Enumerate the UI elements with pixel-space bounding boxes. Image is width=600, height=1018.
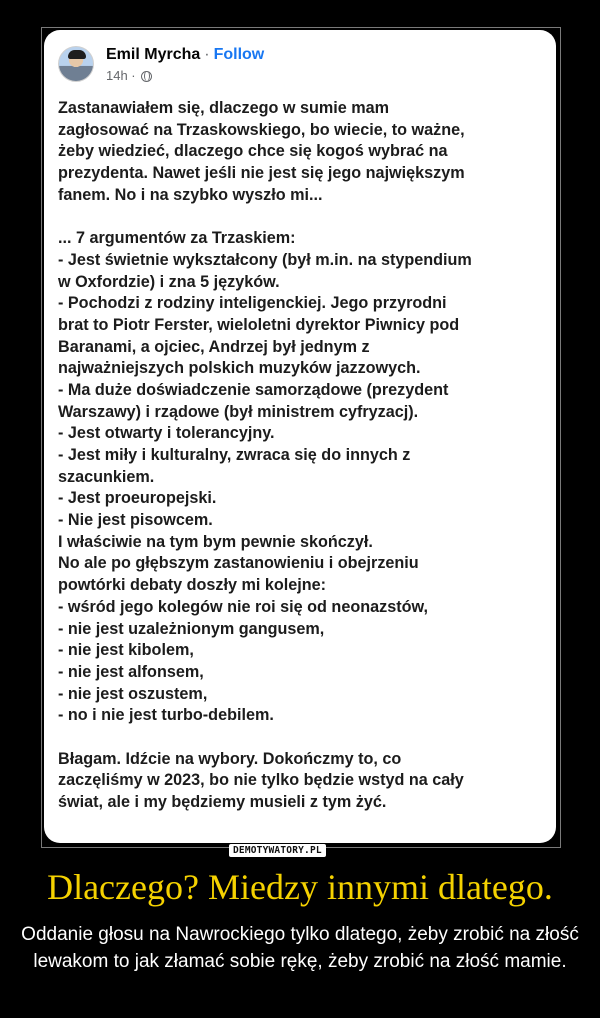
- follow-button[interactable]: Follow: [213, 46, 265, 63]
- post-line: Błagam. Idźcie na wybory. Dokończmy to, co: [58, 749, 402, 768]
- post-time[interactable]: 14h ·: [106, 68, 136, 83]
- post-line: brat to Piotr Ferster, wieloletni dyrektor Piwnicy pod: [58, 315, 460, 334]
- post-line: zaczęliśmy w 2023, bo nie tylko będzie wstyd na cały: [58, 771, 464, 790]
- author-name[interactable]: Emil Myrcha: [106, 46, 201, 63]
- post-line: - Ma duże doświadczenie samorządowe (prezydent: [58, 380, 449, 399]
- post-line: - Jest świetnie wykształcony (był m.in. na stypendium: [58, 250, 472, 269]
- post-line: - nie jest uzależnionym gangusem,: [58, 619, 325, 638]
- post-line: ... 7 argumentów za Trzaskiem:: [58, 229, 296, 248]
- post-line: - Nie jest pisowcem.: [58, 511, 213, 530]
- demotivator-caption: Oddanie głosu na Nawrockiego tylko dlatego, żeby zrobić na złość lewakom to jak złamać sobie rękę, żeby zrobić na złość mamie.: [21, 924, 579, 972]
- post-line: - Jest otwarty i tolerancyjny.: [58, 424, 275, 443]
- post-line: Baranami, a ojciec, Andrzej był jednym z: [58, 337, 370, 356]
- post-line: żeby wiedzieć, dlaczego chce się kogoś wybrać na: [58, 142, 448, 161]
- watermark: DEMOTYWATORY.PL: [229, 844, 326, 857]
- post-blank-line: [58, 727, 548, 749]
- post-line: - wśród jego kolegów nie roi się od neonazstów,: [58, 597, 428, 616]
- post-line: najważniejszych polskich muzyków jazzowych.: [58, 359, 421, 378]
- post-line: świat, ale i my będziemy musieli z tym żyć.: [58, 793, 387, 811]
- post-line: w Oxfordzie) i zna 5 języków.: [58, 272, 280, 291]
- post-line: - Jest proeuropejski.: [58, 489, 217, 508]
- post-line: - no i nie jest turbo-debilem.: [58, 706, 274, 725]
- post-line: zagłosować na Trzaskowskiego, bo wiecie, to ważne,: [58, 120, 465, 139]
- post-line: Warszawy) i rządowe (był ministrem cyfryzacj).: [58, 402, 419, 421]
- post-text: [58, 98, 548, 814]
- post-line: Zastanawiałem się, dlaczego w sumie mam: [58, 99, 390, 117]
- post-line: szacunkiem.: [58, 467, 155, 486]
- post-blank-line: [58, 206, 548, 228]
- globe-icon: [141, 71, 152, 82]
- post-line: prezydenta. Nawet jeśli nie jest się jego największym: [58, 164, 465, 183]
- post-meta: [106, 68, 152, 83]
- post-line: - Pochodzi z rodziny inteligenckiej. Jego przyrodni: [58, 294, 447, 313]
- post-line: - nie jest alfonsem,: [58, 662, 204, 681]
- post-header: [58, 44, 538, 88]
- demotivator-title: Dlaczego? Miedzy innymi dlatego.: [47, 867, 553, 907]
- post-line: fanem. No i na szybko wyszło mi...: [58, 185, 323, 204]
- author-avatar[interactable]: [58, 46, 94, 82]
- author-row: [106, 46, 264, 64]
- post-line: - nie jest kibolem,: [58, 641, 194, 660]
- separator-dot: ·: [204, 46, 210, 63]
- post-line: - nie jest oszustem,: [58, 684, 208, 703]
- post-line: powtórki debaty doszły mi kolejne:: [58, 576, 327, 595]
- post-line: No ale po głębszym zastanowieniu i obejrzeniu: [58, 554, 419, 573]
- post-line: - Jest miły i kulturalny, zwraca się do innych z: [58, 446, 411, 464]
- facebook-post-card: [44, 30, 556, 843]
- post-line: I właściwie na tym bym pewnie skończył.: [58, 532, 373, 551]
